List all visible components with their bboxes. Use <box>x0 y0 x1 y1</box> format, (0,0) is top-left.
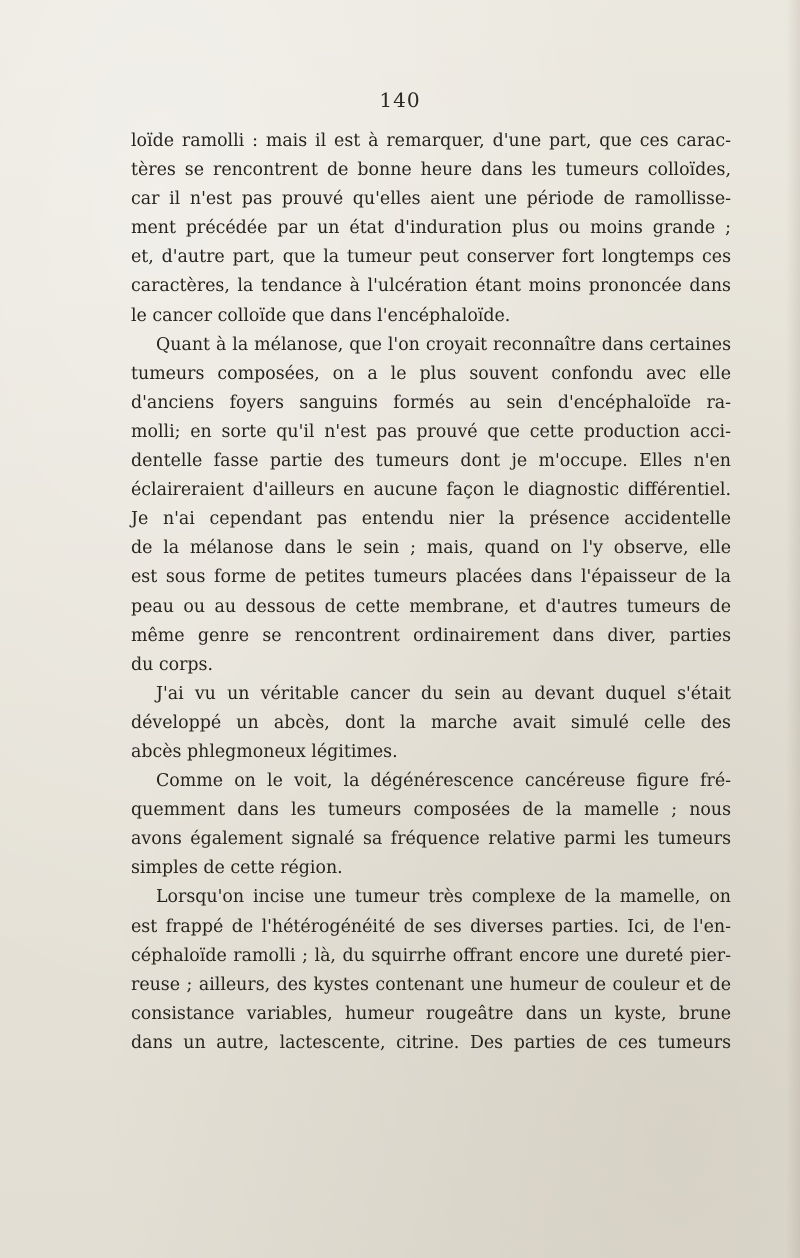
text-line: Je n'ai cependant pas entendu nier la présence accidentelle <box>131 509 731 530</box>
text-line: est frappé de l'hétérogénéité de ses diverses parties. Ici, de l'en- <box>131 916 731 937</box>
text-line: ment précédée par un état d'induration plus ou moins grande ; <box>131 218 731 239</box>
text-line: du corps. <box>131 654 213 675</box>
text-line: dans un autre, lactescente, citrine. Des parties de ces tumeurs <box>131 1032 731 1053</box>
text-line: le cancer colloïde que dans l'encéphaloïde. <box>131 305 511 326</box>
page-number: 140 <box>379 88 421 112</box>
text-line: molli; en sorte qu'il n'est pas prouvé que cette production acci- <box>131 421 731 442</box>
text-line: tumeurs composées, on a le plus souvent confondu avec elle <box>131 363 731 384</box>
text-line: Comme on le voit, la dégénérescence cancéreuse figure fré- <box>156 771 731 792</box>
text-line: peau ou au dessous de cette membrane, et d'autres tumeurs de <box>131 596 731 617</box>
text-line: abcès phlegmoneux légitimes. <box>131 741 398 762</box>
text-line: d'anciens foyers sanguins formés au sein d'encéphaloïde ra- <box>131 392 731 413</box>
text-line: même genre se rencontrent ordinairement dans diver, parties <box>131 625 731 646</box>
text-line: tères se rencontrent de bonne heure dans les tumeurs colloïdes, <box>131 160 731 181</box>
text-line: dentelle fasse partie des tumeurs dont je m'occupe. Elles n'en <box>131 451 731 472</box>
text-line: de la mélanose dans le sein ; mais, quand on l'y observe, elle <box>131 538 731 559</box>
text-line: consistance variables, humeur rougeâtre dans un kyste, brune <box>131 1003 731 1024</box>
page-edge-shadow <box>786 0 800 1258</box>
text-line: et, d'autre part, que la tumeur peut conserver fort longtemps ces <box>131 247 731 268</box>
text-line: car il n'est pas prouvé qu'elles aient une période de ramollisse- <box>131 189 731 210</box>
text-line: est sous forme de petites tumeurs placées dans l'épaisseur de la <box>131 567 731 588</box>
text-line: loïde ramolli : mais il est à remarquer, d'une part, que ces carac- <box>131 131 731 151</box>
text-line: développé un abcès, dont la marche avait simulé celle des <box>131 712 731 733</box>
text-line: céphaloïde ramolli ; là, du squirrhe offrant encore une dureté pier- <box>131 945 731 966</box>
text-line: caractères, la tendance à l'ulcération étant moins prononcée dans <box>131 276 731 297</box>
text-line: avons également signalé sa fréquence relative parmi les tumeurs <box>131 829 731 850</box>
text-line: quemment dans les tumeurs composées de la mamelle ; nous <box>131 800 731 821</box>
text-line: J'ai vu un véritable cancer du sein au devant duquel s'était <box>156 683 731 704</box>
text-line: Lorsqu'on incise une tumeur très complexe de la mamelle, on <box>156 887 731 908</box>
text-line: reuse ; ailleurs, des kystes contenant une humeur de couleur et de <box>131 974 731 995</box>
text-line: éclaireraient d'ailleurs en aucune façon le diagnostic différentiel. <box>131 480 731 501</box>
text-line: Quant à la mélanose, que l'on croyait reconnaître dans certaines <box>156 334 731 355</box>
text-line: simples de cette région. <box>131 858 343 879</box>
body-text <box>131 127 731 1058</box>
